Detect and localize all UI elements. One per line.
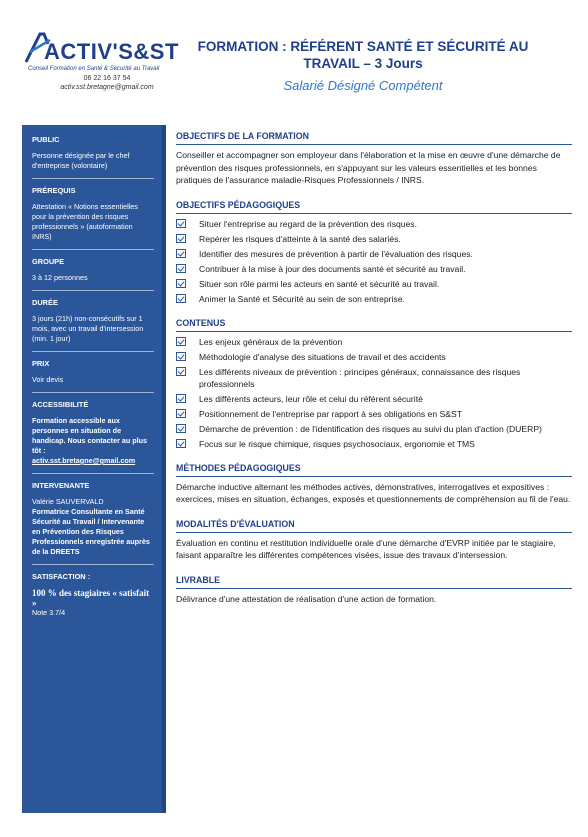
section-evaluation <box>176 518 572 562</box>
checkbox-checked-icon <box>176 337 186 346</box>
sidebar-heading: PRÉREQUIS <box>32 186 76 195</box>
checkbox-checked-icon <box>176 409 186 418</box>
sidebar-heading: INTERVENANTE <box>32 481 90 490</box>
contact-phone: 06 22 16 37 54 <box>83 75 131 82</box>
sidebar-heading: DURÉE <box>32 298 58 307</box>
checkbox-checked-icon <box>176 249 186 258</box>
checkbox-checked-icon <box>176 394 186 403</box>
checkbox-checked-icon <box>176 352 186 361</box>
sidebar-section-group <box>32 257 154 283</box>
list-item: Repérer les risques d'atteinte à la santé des salariés. <box>176 233 572 245</box>
satisfaction-note: Note 3.7/4 <box>32 608 66 617</box>
logo-wordmark: ACTIV'S&ST <box>44 39 179 64</box>
list-item: Les enjeux généraux de la prévention <box>176 336 572 348</box>
pedagogic-checklist <box>176 218 572 305</box>
sidebar-section-public <box>32 135 154 171</box>
sidebar-text: Attestation « Notions essentielles pour la prévention des risques professionnels » (autoformation INRS) <box>32 202 138 241</box>
satisfaction-rate: 100 % des stagiaires « satisfait » <box>32 588 150 608</box>
sidebar-text: 3 jours (21h) non-consécutifs sur 1 mois, avec un travail d'intersession (min. 1 jour) <box>32 314 144 343</box>
list-item: Situer l'entreprise au regard de la prévention des risques. <box>176 218 572 230</box>
main-content <box>176 130 572 617</box>
list-item: Positionnement de l'entreprise par rapport à ses obligations en S&ST <box>176 408 572 420</box>
section-paragraph: Conseiller et accompagner son employeur dans l'élaboration et la mise en œuvre d'une démarche de prévention des risques professionnels, en s'appuyant sur les valeurs essentielles et les bonnes pratiques de l'assurance maladie-Risques Professionnels / INRS. <box>176 150 561 185</box>
sidebar-divider <box>32 178 154 179</box>
checkbox-checked-icon <box>176 367 186 376</box>
checkbox-checked-icon <box>176 439 186 448</box>
sidebar-divider <box>32 473 154 474</box>
speaker-name: Valérie SAUVERVALD <box>32 497 104 506</box>
logo-brand-mark <box>22 28 192 66</box>
section-methods <box>176 462 572 506</box>
title-line-1: FORMATION : RÉFÉRENT SANTÉ ET SÉCURITÉ AU <box>197 39 529 54</box>
checkbox-checked-icon <box>176 294 186 303</box>
section-objectives <box>176 130 572 187</box>
sidebar-text: Voir devis <box>32 375 64 384</box>
contact-email[interactable]: activ.sst.bretagne@gmail.com <box>60 84 154 91</box>
sidebar-text: Personne désignée par le chef d'entreprise (volontaire) <box>32 151 130 170</box>
section-pedagogic-objectives <box>176 199 572 305</box>
section-heading: MÉTHODES PÉDAGOGIQUES <box>176 462 572 477</box>
company-logo <box>22 28 192 98</box>
document-title <box>196 38 530 72</box>
sidebar-text: Formation accessible aux personnes en situation de handicap. Nous contacter au plus tôt : <box>32 416 148 455</box>
section-heading: LIVRABLE <box>176 574 572 589</box>
sidebar-heading: PRIX <box>32 359 50 368</box>
sidebar-heading: GROUPE <box>32 257 65 266</box>
sidebar-section-prerequisites <box>32 186 154 242</box>
checkbox-checked-icon <box>176 234 186 243</box>
sidebar-divider <box>32 392 154 393</box>
section-heading: OBJECTIFS DE LA FORMATION <box>176 130 572 145</box>
sidebar-text: 3 à 12 personnes <box>32 273 88 282</box>
sidebar-section-duration <box>32 298 154 344</box>
logo-tagline: Conseil Formation en Santé & Sécurité au Travail <box>28 66 160 72</box>
list-item: Animer la Santé et Sécurité au sein de son entreprise. <box>176 293 572 305</box>
list-item: Identifier des mesures de prévention à partir de l'évaluation des risques. <box>176 248 572 260</box>
checkbox-checked-icon <box>176 219 186 228</box>
list-item: Situer son rôle parmi les acteurs en santé et sécurité au travail. <box>176 278 572 290</box>
sidebar-section-price <box>32 359 154 385</box>
sidebar-section-accessibility <box>32 400 154 466</box>
section-content <box>176 317 572 450</box>
list-item: Les différents acteurs, leur rôle et celui du référent sécurité <box>176 393 572 405</box>
content-checklist <box>176 336 572 450</box>
sidebar-divider <box>32 351 154 352</box>
section-heading: OBJECTIFS PÉDAGOGIQUES <box>176 199 572 214</box>
accessibility-email-link[interactable]: activ.sst.bretagne@gmail.com <box>32 456 136 465</box>
list-item: Démarche de prévention : de l'identification des risques au suivi du plan d'action (DUERP) <box>176 423 572 435</box>
section-heading: MODALITÉS D'ÉVALUATION <box>176 518 572 533</box>
list-item: Contribuer à la mise à jour des documents santé et sécurité au travail. <box>176 263 572 275</box>
section-paragraph: Démarche inductive alternant les méthodes actives, démonstratives, interrogatives et expositives : exercices, mises en situation, échanges, exposés et questionnements de compréhension au fil de l'eau. <box>176 481 571 504</box>
sidebar-heading: PUBLIC <box>32 135 60 144</box>
checkbox-checked-icon <box>176 424 186 433</box>
sidebar-divider <box>32 290 154 291</box>
section-paragraph: Évaluation en continu et restitution individuelle orale d'une démarche d'EVRP initiée par le stagiaire, faisant apparaître les différentes compétences visées, issue des travaux d'intersession. <box>176 537 556 560</box>
checkbox-checked-icon <box>176 279 186 288</box>
list-item: Méthodologie d'analyse des situations de travail et des accidents <box>176 351 572 363</box>
title-line-2: TRAVAIL – 3 Jours <box>303 56 423 71</box>
sidebar-heading: ACCESSIBILITÉ <box>32 400 89 409</box>
sidebar-section-speaker <box>32 481 154 557</box>
section-paragraph: Délivrance d'une attestation de réalisation d'une action de formation. <box>176 593 437 604</box>
section-heading: CONTENUS <box>176 317 572 332</box>
checkbox-checked-icon <box>176 264 186 273</box>
sidebar-heading: SATISFACTION : <box>32 572 91 581</box>
sidebar-divider <box>32 249 154 250</box>
info-sidebar <box>22 125 166 813</box>
section-deliverable <box>176 574 572 606</box>
list-item: Les différents niveaux de prévention : principes généraux, connaissance des risques professionnels <box>176 366 572 390</box>
speaker-description: Formatrice Consultante en Santé Sécurité au Travail / Intervenante en Prévention des Risques Professionnels enregistrée auprès de la DREETS <box>32 507 150 556</box>
sidebar-section-satisfaction <box>32 572 154 618</box>
sidebar-divider <box>32 564 154 565</box>
list-item: Focus sur le risque chimique, risques psychosociaux, ergonomie et TMS <box>176 438 572 450</box>
document-subtitle: Salarié Désigné Compétent <box>283 78 443 93</box>
